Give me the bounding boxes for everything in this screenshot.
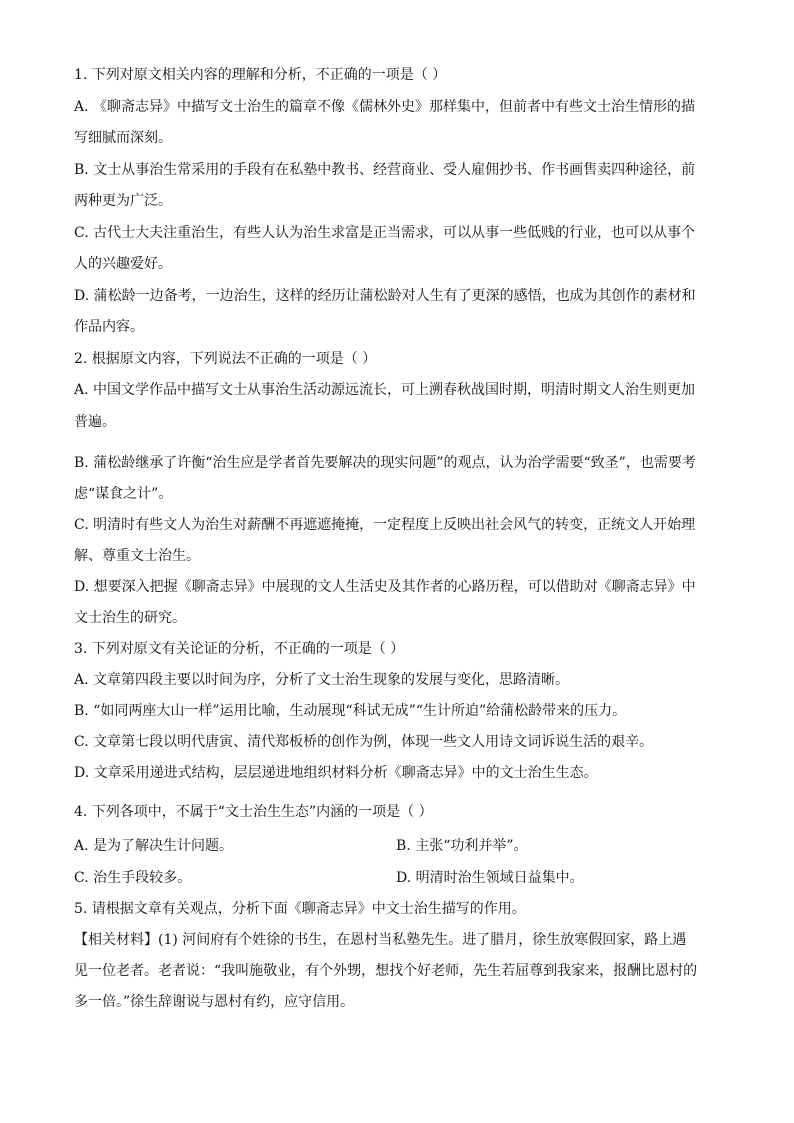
question-2-option-c-cont: 解、尊重文士治生。 — [74, 548, 200, 564]
question-4-option-b: B. 主张“功利并举”。 — [396, 838, 528, 854]
question-1-option-c-cont: 人的兴趣爱好。 — [74, 256, 172, 272]
question-3-option-a: A. 文章第四段主要以时间为序，分析了文士治生现象的发展与变化，思路清晰。 — [74, 672, 570, 688]
question-2-option-d-cont: 文士治生的研究。 — [74, 610, 186, 626]
question-1-option-c: C. 古代士大夫注重治生，有些人认为治生求富是正当需求，可以从事一些低贱的行业，也可以从事个 — [74, 225, 696, 241]
question-3-option-d: D. 文章采用递进式结构，层层递进地组织材料分析《聊斋志异》中的文士治生生态。 — [74, 765, 598, 781]
question-5-stem: 5. 请根据文章有关观点，分析下面《聊斋志异》中文士治生描写的作用。 — [74, 901, 526, 917]
question-1-option-a: A. 《聊斋志异》中描写文士治生的篇章不像《儒林外史》那样集中，但前者中有些文士治生情形的描 — [74, 99, 696, 115]
related-material-line-1: 【相关材料】(1) 河间府有个姓徐的书生，在恩村当私塾先生。进了腊月，徐生放寒假回家，路上遇 — [74, 932, 687, 948]
question-2-option-a-cont: 普遍。 — [74, 414, 116, 430]
question-1-option-d: D. 蒲松龄一边备考，一边治生，这样的经历让蒲松龄对人生有了更深的感悟，也成为其创作的素材和 — [74, 288, 696, 304]
question-3-option-b: B. “如同两座大山一样”运用比喻，生动展现“科试无成”“生计所迫”给蒲松龄带来的压力。 — [74, 703, 627, 719]
question-3-option-c: C. 文章第七段以明代唐寅、清代郑板桥的创作为例，体现一些文人用诗文词诉说生活的艰辛。 — [74, 734, 654, 750]
question-4-stem: 4. 下列各项中，不属于“文士治生生态”内涵的一项是（ ） — [74, 804, 433, 820]
question-2-option-c: C. 明清时有些文人为治生对薪酬不再遮遮掩掩，一定程度上反映出社会风气的转变，正统文人开始理 — [74, 517, 696, 533]
question-2-stem: 2. 根据原文内容，下列说法不正确的一项是（ ） — [74, 351, 377, 367]
question-2-option-b-cont: 虑“谋食之计”。 — [74, 486, 173, 502]
question-2-option-d: D. 想要深入把握《聊斋志异》中展现的文人生活史及其作者的心路历程，可以借助对《聊斋志异》中 — [74, 579, 696, 595]
question-4-option-d: D. 明清时治生领域日益集中。 — [396, 870, 584, 886]
question-1-option-a-cont: 写细腻而深刻。 — [74, 130, 172, 146]
related-material-line-2: 见一位老者。老者说：“我叫施敬业，有个外甥，想找个好老师，先生若屈尊到我家来，报酬比恩村的 — [74, 963, 698, 979]
question-4-option-c: C. 治生手段较多。 — [74, 870, 192, 886]
question-1-option-b-cont: 两种更为广泛。 — [74, 193, 172, 209]
question-2-option-b: B. 蒲松龄继承了许衡“治生应是学者首先要解决的现实问题”的观点，认为治学需要“致圣”，也需要考 — [74, 455, 696, 471]
question-4-option-a: A. 是为了解决生计问题。 — [74, 838, 234, 854]
question-1-option-b: B. 文士从事治生常采用的手段有在私塾中教书、经营商业、受人雇佣抄书、作书画售卖四种途径，前 — [74, 162, 696, 178]
question-1-stem: 1. 下列对原文相关内容的理解和分析，不正确的一项是（ ） — [74, 67, 447, 83]
related-material-line-3: 多一倍。”徐生辞谢说与恩村有约，应守信用。 — [74, 994, 355, 1010]
question-1-option-d-cont: 作品内容。 — [74, 319, 144, 335]
question-3-stem: 3. 下列对原文有关论证的分析，不正确的一项是（ ） — [74, 641, 405, 657]
question-2-option-a: A. 中国文学作品中描写文士从事治生活动源远流长，可上溯春秋战国时期，明清时期文人治生则更加 — [74, 382, 696, 398]
